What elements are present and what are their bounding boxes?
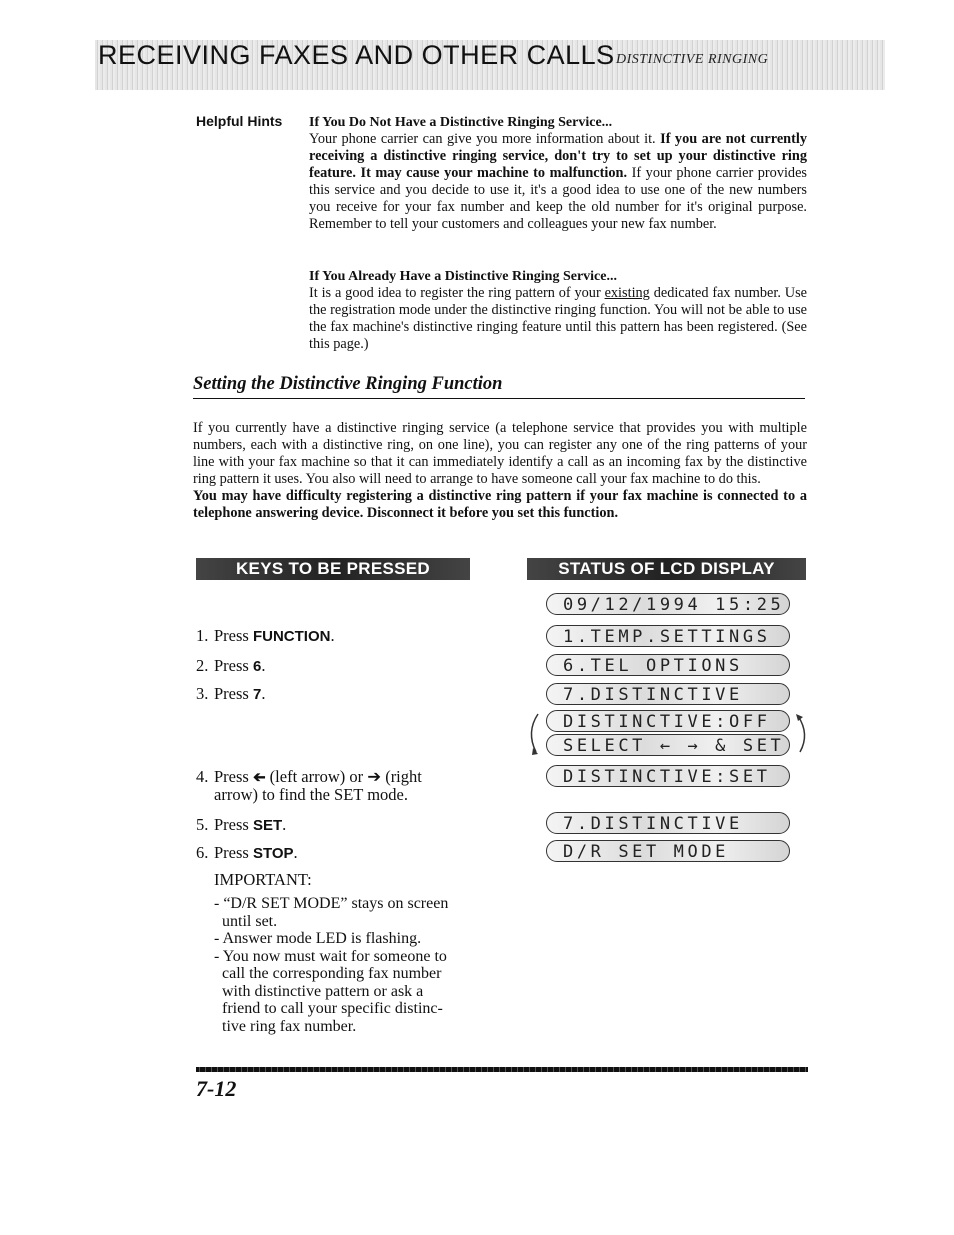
lcd-dr-set-mode: D/R SET MODE (546, 840, 790, 862)
lcd-tel-options: 6.TEL OPTIONS (546, 654, 790, 676)
step-number: 4. (196, 767, 209, 786)
step-number: 3. (196, 684, 209, 703)
intro-text: If you currently have a distinctive ringing service (a telephone service that provides you with multiple numbers, each with a distinctive ring, on one line), you can register any one of the ring patterns of your line with your fax machine so that it can immediately identify a call as an incoming fax by the distinctive ring pattern it uses. You also will need to arrange to have someone call your fax machine to do this. (193, 420, 807, 487)
hint-text: dedicated fax number. Use the registration mode under the distinctive ringing function. You will not be able to use the fax machine's distinctive ringing feature until this pattern has been registered. (See this page.) (309, 285, 807, 352)
note-line: tive ring fax number. (222, 1017, 357, 1035)
note-line: - “D/R SET MODE” stays on screen (214, 895, 449, 912)
key-label: SET (252, 817, 283, 834)
step-6 (196, 843, 298, 863)
note-line: until set. (222, 912, 278, 930)
footer-rule (196, 1067, 808, 1072)
note-line: - You now must wait for someone to (214, 947, 447, 965)
lcd-distinctive-menu: 7.DISTINCTIVE (546, 683, 790, 705)
step-text: Press (214, 656, 253, 675)
step-text: . (261, 684, 266, 703)
step-text: . (261, 656, 266, 675)
hint-has-service-title: If You Already Have a Distinctive Ringing Service... (309, 269, 617, 284)
key-label: FUNCTION (252, 628, 331, 645)
left-arrow-icon: ➔ (252, 769, 266, 786)
hint-warning: If you are not currently receiving a distinctive ringing service, don't try to set up your distinctive ring feature. It may cause your machine to malfunction. (309, 131, 807, 181)
note-line: - Answer mode LED is flashing. (214, 930, 422, 947)
lcd-distinctive-menu-2: 7.DISTINCTIVE (546, 812, 790, 834)
page-number: 7-12 (196, 1076, 237, 1101)
hint-has-service-body (309, 285, 807, 353)
step-text: . (293, 843, 298, 862)
hint-no-service (309, 115, 807, 233)
lcd-select-set: SELECT ← → & SET (546, 734, 790, 756)
step-3 (196, 684, 265, 704)
helpful-hints-label: Helpful Hints (196, 113, 283, 129)
step-text: (left arrow) or ➔ (right (265, 767, 422, 786)
lcd-status-banner: STATUS OF LCD DISPLAY (527, 558, 806, 580)
note-line: with distinctive pattern or ask a (222, 982, 424, 1000)
key-label: 7 (252, 686, 262, 703)
chapter-title: RECEIVING FAXES AND OTHER CALLS (98, 40, 615, 70)
hint-text: If your phone carrier provides this service and you decide to use it, it's a good idea to use one of the new numbers you receive for your fax number and keep the old number for it's original purpose. Remember to tell your customers and colleagues your new fax number. (309, 165, 807, 232)
note-line: friend to call your specific distinc- (222, 1000, 443, 1017)
note-line: call the corresponding fax number (222, 965, 442, 982)
key-label: 6 (252, 658, 262, 675)
lcd-distinctive-off: DISTINCTIVE:OFF (546, 710, 790, 732)
intro-warning: You may have difficulty registering a distinctive ring pattern if your fax machine is connected to a telephone answering device. Disconnect it before you set this function. (193, 488, 807, 521)
step-text: Press (214, 843, 253, 862)
lcd-temp-settings: 1.TEMP.SETTINGS (546, 625, 790, 647)
step-text: Press (214, 767, 253, 786)
section-title: Setting the Distinctive Ringing Function (193, 374, 805, 399)
section-intro (193, 420, 807, 522)
step-2 (196, 656, 265, 676)
step-4-continued: arrow) to find the SET mode. (214, 785, 408, 804)
hint-has-service (309, 269, 807, 353)
step-number: 1. (196, 626, 209, 645)
lcd-distinctive-set: DISTINCTIVE:SET (546, 765, 790, 787)
hint-no-service-body (309, 131, 807, 233)
step-number: 2. (196, 656, 209, 675)
keys-to-be-pressed-banner: KEYS TO BE PRESSED (196, 558, 470, 580)
step-number: 5. (196, 815, 209, 834)
step-4 (196, 767, 422, 787)
step-text: Press (214, 684, 253, 703)
step-text: Press (214, 815, 253, 834)
step-1 (196, 626, 335, 646)
lcd-date-time: 09/12/1994 15:25 (546, 593, 790, 615)
hint-text: It is a good idea to register the ring pattern of your (309, 285, 605, 301)
alternating-bracket-left-icon (520, 708, 546, 760)
step-number: 6. (196, 843, 209, 862)
hint-no-service-title: If You Do Not Have a Distinctive Ringing Service... (309, 115, 613, 130)
key-label: STOP (252, 845, 294, 862)
step-text: . (282, 815, 287, 834)
step-text: . (330, 626, 335, 645)
step-5 (196, 815, 286, 835)
underlined-word: existing (604, 285, 650, 301)
important-label: IMPORTANT: (214, 870, 312, 889)
alternating-bracket-right-icon (792, 708, 816, 760)
hint-text: Your phone carrier can give you more information about it. (309, 131, 656, 147)
step-text: Press (214, 626, 253, 645)
important-notes (214, 895, 484, 1035)
chapter-subtitle: DISTINCTIVE RINGING (616, 52, 769, 67)
